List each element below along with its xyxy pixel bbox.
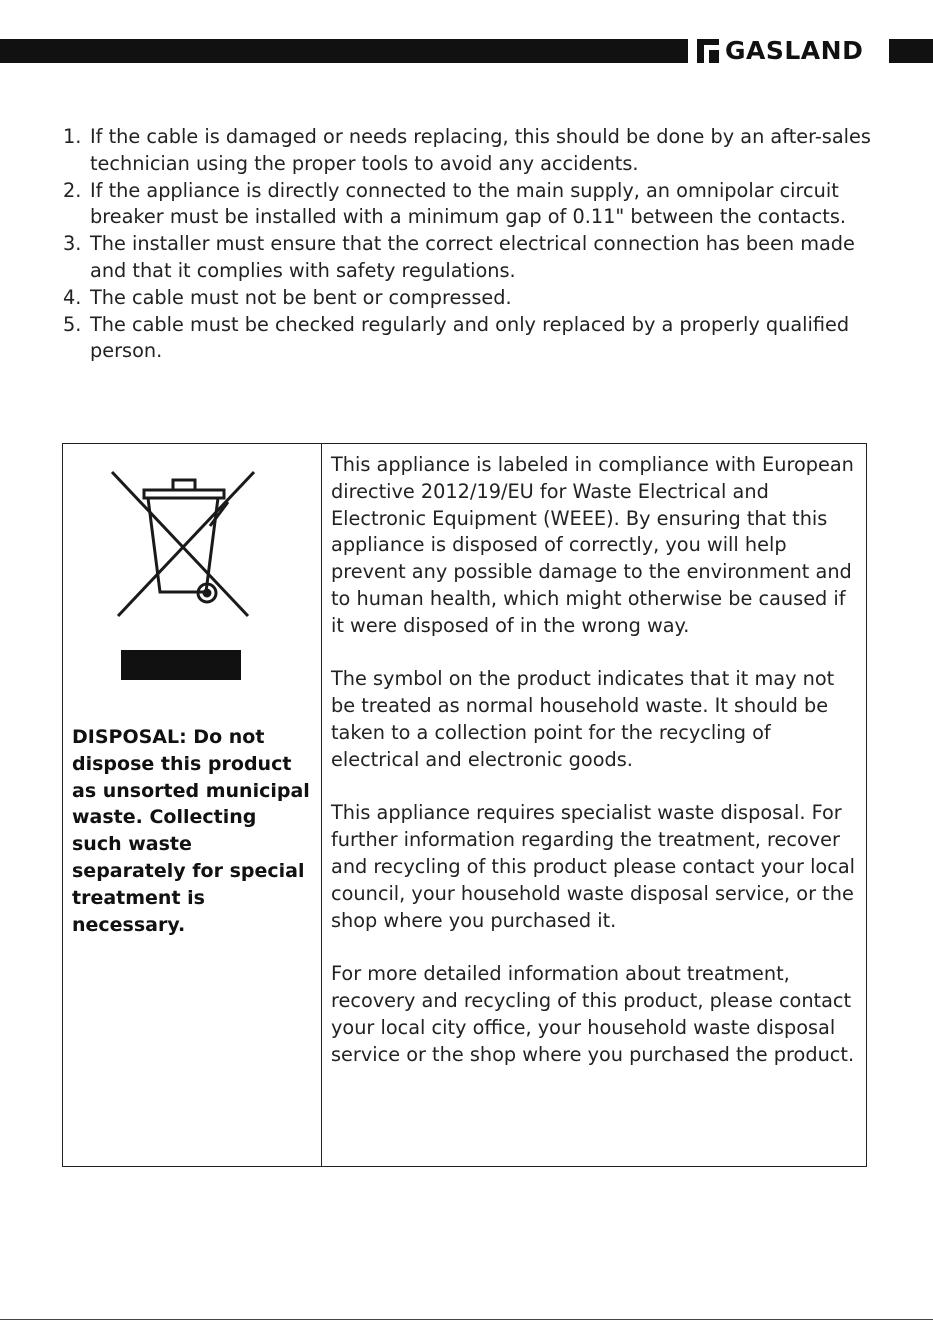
item-number: 3. [63,232,82,256]
header-bar-right [889,39,933,63]
list-item [63,178,873,232]
item-text: The cable must be checked regularly and only replaced by a properly qualified person. [90,312,850,363]
weee-disposal-table [62,443,867,1167]
item-text: The installer must ensure that the correct electrical connection has been made and that it complies with safety regulations. [90,232,855,282]
list-item [63,231,873,285]
weee-paragraph: This appliance is labeled in compliance with European directive 2012/19/EU for Waste Electrical and Electronic Equipment (WEEE). By ensuring that this appliance is disposed of correctly, you will help prevent any possible damage to the environment and to human health, which might otherwise be caused if it were disposed of in the wrong way. [331,453,854,637]
item-number: 1. [63,125,82,148]
item-text: If the appliance is directly connected to the main supply, an omnipolar circuit breaker must be installed with a minimum gap of 0.11" between the contacts. [90,178,847,229]
item-text: The cable must not be bent or compressed. [90,285,512,309]
brand-name: GASLAND [725,36,864,65]
disposal-note: DISPOSAL: Do not dispose this product as unsorted municipal waste. Collecting such waste separately for special treatment is necessary. [72,726,310,936]
weee-symbol-cell [63,444,322,1166]
weee-text-cell [322,444,866,1166]
item-number: 4. [63,285,82,309]
item-text: If the cable is damaged or needs replacing, this should be done by an after-sales technician using the proper tools to avoid any accidents. [90,125,871,175]
weee-paragraph: This appliance requires specialist waste disposal. For further information regarding the treatment, recover and recycling of this product please contact your local council, your household waste disposal service, or the shop where you purchased it. [331,801,856,932]
crossed-out-wheelie-bin-icon [108,466,258,686]
header-bar [0,39,688,63]
brand-logo [697,34,863,68]
gasland-logo-icon [697,39,719,63]
weee-paragraph: For more detailed information about treatment, recovery and recycling of this product, please contact your local city office, your household waste disposal service or the shop where you purchased the product. [331,962,855,1066]
weee-paragraph: The symbol on the product indicates that it may not be treated as normal household waste. It should be taken to a collection point for the recycling of electrical and electronic goods. [331,667,835,771]
safety-instructions-list [63,124,873,365]
list-item [63,312,873,366]
item-number: 5. [63,312,82,336]
list-item [63,285,873,312]
footer-divider [0,1319,933,1320]
list-item [63,124,873,178]
item-number: 2. [63,178,82,202]
